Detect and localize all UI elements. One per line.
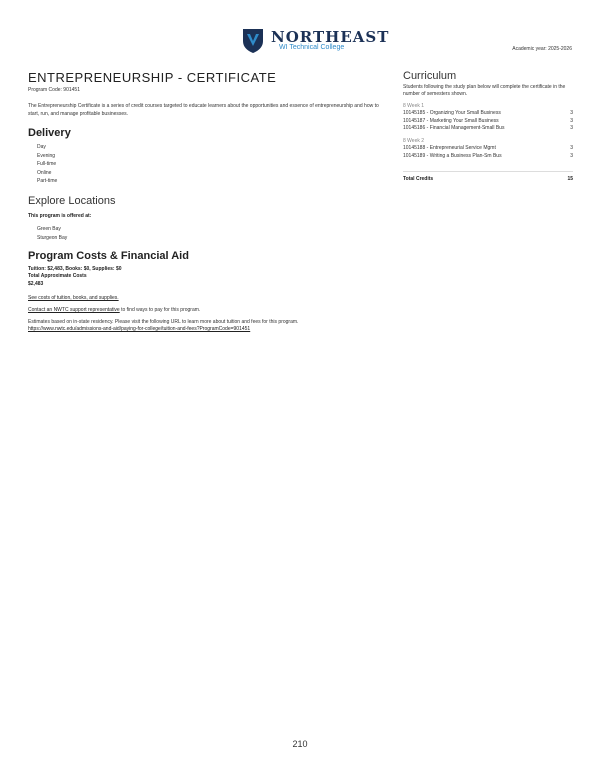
- contact-line-text: to find ways to pay for this program.: [119, 307, 201, 314]
- course-name: 10145186 - Financial Management-Small Bus: [403, 125, 505, 132]
- page-header: [0, 0, 600, 60]
- delivery-option: Online: [37, 169, 52, 176]
- course-name: 10145189 - Writing a Business Plan-Sm Bus: [403, 152, 502, 159]
- course-row: [403, 145, 573, 153]
- delivery-option: Part-time: [37, 178, 58, 185]
- course-name: 10145188 - Entrepreneurial Service Mgmt: [403, 145, 496, 152]
- logo-subtitle: WI Technical College: [279, 44, 345, 51]
- locations-list: [37, 225, 388, 242]
- tuition-line: Tuition: $2,483, Books: $0, Supplies: $0: [28, 265, 122, 272]
- course-credits: 3: [570, 152, 573, 159]
- academic-year: Academic year: 2025-2026: [512, 46, 572, 52]
- program-main-column: [28, 70, 388, 333]
- program-code: Program Code: 901451: [28, 87, 80, 93]
- total-credits-row: [403, 176, 573, 182]
- total-credits-value: 15: [567, 175, 573, 182]
- college-logo: [241, 27, 390, 57]
- locations-intro: This program is offered at:: [28, 212, 92, 219]
- location-item: Green Bay: [37, 226, 61, 233]
- course-credits: 3: [570, 110, 573, 116]
- curriculum-panel: [403, 69, 573, 182]
- total-costs-label: Total Approximate Costs: [28, 273, 87, 280]
- term-label: 8 Week 1: [403, 103, 425, 109]
- costs-heading: Program Costs & Financial Aid: [28, 249, 189, 262]
- curriculum-heading: Curriculum: [403, 70, 457, 82]
- delivery-option: Evening: [37, 152, 56, 159]
- contact-support-link[interactable]: Contact an NWTC support representative: [28, 307, 120, 314]
- course-row: [403, 125, 573, 133]
- delivery-heading: Delivery: [28, 127, 71, 139]
- course-name: 10145187 - Marketing Your Small Business: [403, 117, 499, 124]
- course-row: [403, 118, 573, 126]
- course-name: 10145185 - Organizing Your Small Business: [403, 110, 501, 116]
- locations-heading: Explore Locations: [28, 194, 116, 207]
- course-row: [403, 153, 573, 161]
- delivery-list: [37, 143, 388, 186]
- shield-logo-icon: [241, 27, 265, 54]
- course-credits: 3: [570, 145, 573, 152]
- logo-name: NORTHEAST: [271, 28, 390, 46]
- total-costs-value: $2,483: [28, 280, 44, 287]
- course-row: [403, 110, 573, 118]
- program-description: The Entrepreneurship Certificate is a series of credit courses targeted to educate learners about the opportunities and essence of entrepreneurship and how to start, run, and manage profitable businesses.: [28, 103, 379, 117]
- course-credits: 3: [570, 117, 573, 124]
- page-number: 210: [292, 739, 308, 749]
- course-credits: 3: [570, 125, 573, 132]
- total-credits-label: Total Credits: [403, 175, 434, 182]
- delivery-option: Day: [37, 144, 46, 150]
- total-divider: [403, 171, 573, 172]
- term-label: 8 Week 2: [403, 138, 425, 145]
- program-title: ENTREPRENEURSHIP - CERTIFICATE: [28, 70, 277, 85]
- see-costs-link[interactable]: See costs of tuition, books, and supplies.: [28, 295, 119, 302]
- estimates-text: Estimates based on in-state residency. Please visit the following URL to learn more about tuition and fees for this program.: [28, 319, 299, 326]
- contact-line: [28, 306, 388, 314]
- tuition-url-link[interactable]: https://www.nwtc.edu/admissions-and-aid/paying-for-college/tuition-and-fees?ProgramCode=901451: [28, 326, 251, 333]
- delivery-option: Full-time: [37, 161, 57, 168]
- location-item: Sturgeon Bay: [37, 235, 68, 242]
- curriculum-intro: Students following the study plan below will complete the certificate in the number of semesters shown.: [403, 84, 566, 97]
